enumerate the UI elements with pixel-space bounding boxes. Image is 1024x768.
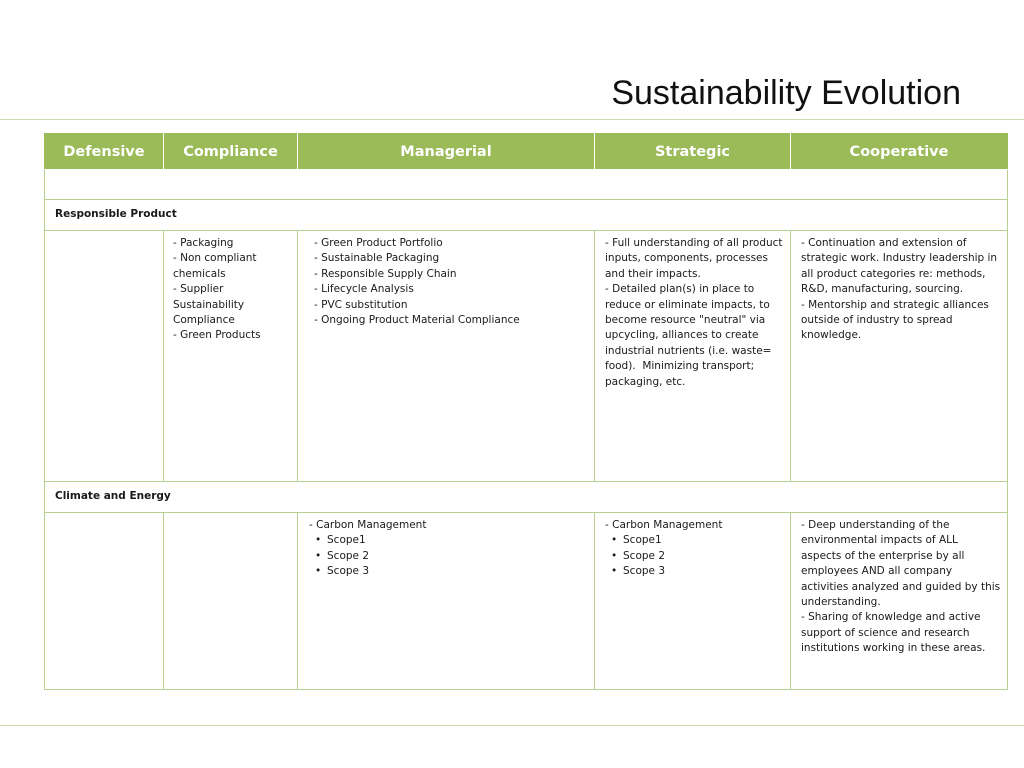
cell-product-strategic-text [595,231,790,390]
bullet-icon: • [611,565,618,578]
list-heading: - Carbon Management [605,519,723,531]
table-row-climate-energy [45,513,1008,690]
cell-product-managerial [298,231,595,482]
top-divider [0,119,1024,120]
header-compliance: Compliance [164,134,298,170]
cell-product-defensive [45,231,164,482]
list-item: - Packaging [173,237,234,249]
cell-product-cooperative-text [791,231,1007,344]
table-row-responsible-product [45,231,1008,482]
slide-title: Sustainability Evolution [611,74,961,112]
list-item [611,564,784,579]
header-cooperative: Cooperative [791,134,1008,170]
bullet-text: Scope1 [327,534,366,547]
list-item: - Responsible Supply Chain [314,267,457,280]
list-item: - Supplier Sustainability Compliance [173,283,248,327]
list-item [315,533,588,548]
bottom-divider [0,725,1024,726]
list-item: - Non compliant chemicals [173,252,260,280]
list-item: - Green Products [173,329,261,342]
blank-row [45,170,1008,200]
header-defensive: Defensive [45,134,164,170]
list-item: - PVC substitution [314,298,408,311]
bullet-icon: • [315,534,322,547]
list-item [315,564,588,579]
bullet-text: Scope 2 [623,549,666,562]
bullet-text: Scope 3 [623,565,666,578]
list-item: - Deep understanding of the environmental impacts of ALL aspects of the enterprise by all employees AND all company activities analyzed and guided by this understanding. [801,519,1004,609]
list-item: - Ongoing Product Material Compliance [314,314,520,327]
cell-climate-strategic-text [595,513,790,580]
cell-climate-managerial [298,513,595,690]
bullet-text: Scope 2 [327,549,370,562]
section-label-responsible-product: Responsible Product [45,200,1008,231]
cell-product-compliance [164,231,298,482]
header-row [45,134,1008,170]
list-item: - Mentorship and strategic alliances outside of industry to spread knowledge. [801,298,993,342]
header-managerial: Managerial [298,134,595,170]
list-item: - Sustainable Packaging [314,252,440,265]
section-row-responsible-product [45,200,1008,231]
cell-product-compliance-text [164,231,297,344]
bullet-icon: • [611,549,618,562]
sustainability-matrix [44,133,1008,690]
blank-cell [45,170,1008,200]
section-row-climate-energy [45,482,1008,513]
header-strategic: Strategic [595,134,791,170]
bullet-icon: • [611,534,618,547]
cell-climate-cooperative [791,513,1008,690]
bullet-icon: • [315,549,322,562]
bullet-text: Scope1 [623,534,662,547]
list-item [315,549,588,564]
bullet-list [309,533,588,579]
cell-climate-managerial-text [298,513,594,580]
cell-product-cooperative [791,231,1008,482]
cell-climate-compliance [164,513,298,690]
bullet-icon: • [315,565,322,578]
list-item [611,549,784,564]
cell-product-managerial-text [298,231,594,328]
list-item: - Lifecycle Analysis [314,283,414,296]
cell-climate-strategic [595,513,791,690]
bullet-text: Scope 3 [327,565,370,578]
cell-product-strategic [595,231,791,482]
list-item: - Full understanding of all product inputs, components, processes and their impacts. [605,237,786,280]
list-item: - Green Product Portfolio [314,237,443,249]
list-item [611,533,784,548]
list-heading: - Carbon Management [309,519,427,531]
section-label-climate-energy: Climate and Energy [45,482,1008,513]
cell-climate-cooperative-text [791,513,1007,657]
list-item: - Detailed plan(s) in place to reduce or eliminate impacts, to become resource "neutral" via upcycling, alliances to create industrial nutrients (i.e. waste= food). Minimizing transport; packaging, etc. [605,283,775,388]
bullet-list [605,533,784,579]
cell-climate-defensive [45,513,164,690]
list-item: - Continuation and extension of strategic work. Industry leadership in all product categories re: methods, R&D, manufacturing, sourcing. [801,237,1001,296]
list-item: - Sharing of knowledge and active support of science and research institutions working in these areas. [801,611,986,655]
